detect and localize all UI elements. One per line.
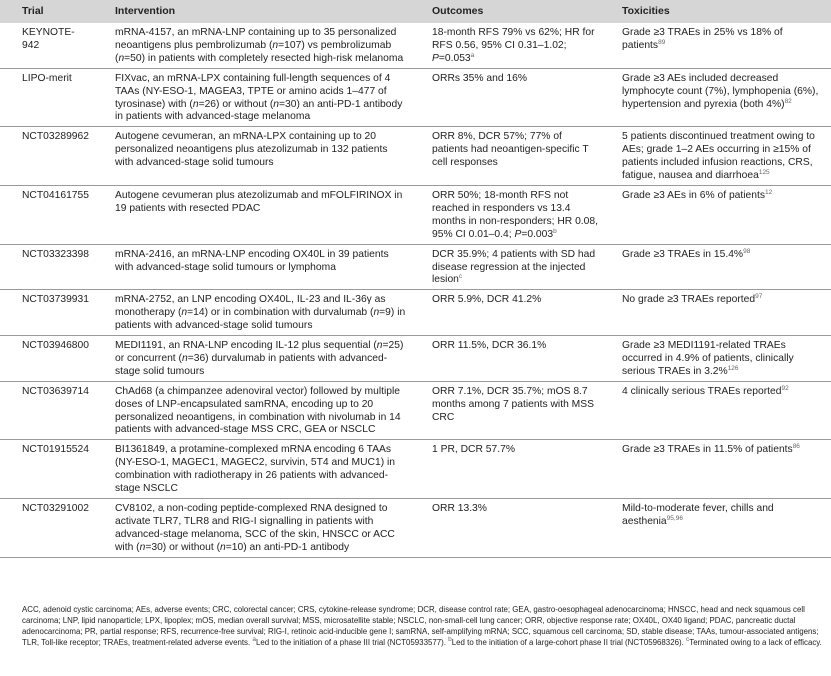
reference-superscript: 97: [755, 293, 763, 301]
italic-symbol: n: [376, 340, 383, 352]
reference-superscript: b: [553, 227, 557, 235]
trial-cell: NCT03739931: [0, 290, 95, 336]
outcomes-cell: ORR 50%; 18-month RFS not reached in responders vs 13.4 months in non-responders; HR 0.08, 95% CI 0.01–0.4; P=0.003$^b$: [416, 185, 606, 244]
reference-superscript: 126: [727, 364, 739, 372]
header-intervention: Intervention: [95, 0, 416, 23]
toxicities-cell: Grade ≥3 MEDI1191-related TRAEs occurred in 4.9% of patients, clinically serious TRAEs in 3.2%$^{126}$: [606, 336, 831, 382]
toxicities-cell: Mild-to-moderate fever, chills and aesthenia$^{95,96}$: [606, 499, 831, 558]
intervention-cell: mRNA-2416, an mRNA-LNP encoding OX40L in 39 patients with advanced-stage solid tumours or lymphoma: [95, 244, 416, 290]
reference-superscript: b: [448, 635, 452, 643]
intervention-cell: Autogene cevumeran, an mRNA-LPX containing up to 20 personalized neoantigens plus atezolizumab in 132 patients with advanced-stage solid tumours: [95, 127, 416, 186]
toxicities-cell: Grade ≥3 TRAEs in 25% vs 18% of patients$^{89}$: [606, 23, 831, 68]
table-row: [0, 336, 831, 382]
intervention-cell: BI1361849, a protamine-complexed mRNA encoding 6 TAAs (NY-ESO-1, MAGEC1, MAGEC2, survivin, 5T4 and MUC1) in combination with radiotherapy in 26 patients with advanced-stage NSCLC: [95, 440, 416, 499]
trial-cell: NCT03323398: [0, 244, 95, 290]
table-row: [0, 185, 831, 244]
intervention-cell: MEDI1191, an RNA-LNP encoding IL-12 plus sequential (n=25) or concurrent (n=36) durvalumab in patients with advanced-stage solid tumours: [95, 336, 416, 382]
toxicities-cell: 4 clinically serious TRAEs reported$^{92}$: [606, 381, 831, 440]
outcomes-cell: 18-month RFS 79% vs 62%; HR for RFS 0.56, 95% CI 0.31–1.02; P=0.053$^a$: [416, 23, 606, 68]
toxicities-cell: Grade ≥3 TRAEs in 15.4%$^{98}$: [606, 244, 831, 290]
reference-superscript: 12: [765, 188, 773, 196]
italic-symbol: n: [181, 307, 188, 319]
outcomes-cell: ORR 11.5%, DCR 36.1%: [416, 336, 606, 382]
table-row: [0, 68, 831, 127]
italic-symbol: n: [273, 98, 279, 110]
intervention-cell: Autogene cevumeran plus atezolizumab and mFOLFIRINOX in 19 patients with resected PDAC: [95, 185, 416, 244]
reference-superscript: 82: [784, 97, 792, 105]
header-trial: Trial: [0, 0, 95, 23]
intervention-cell: mRNA-2752, an LNP encoding OX40L, IL-23 and IL-36γ as monotherapy (n=14) or in combination with durvalumab (n=9) in patients with advanced-stage solid tumours: [95, 290, 416, 336]
header-row: [0, 0, 831, 23]
outcomes-cell: ORR 8%, DCR 57%; 77% of patients had neoantigen-specific T cell responses: [416, 127, 606, 186]
italic-symbol: n: [181, 352, 188, 364]
reference-superscript: 95,96: [666, 514, 683, 522]
intervention-cell: ChAd68 (a chimpanzee adenoviral vector) followed by multiple doses of LNP-encapsulated samRNA, encoding up to 20 personalized neoantigens, in combination with nivolumab in 14 patients with advanced-stage MSS CRC, GEA or NSCLC: [95, 381, 416, 440]
toxicities-cell: Grade ≥3 AEs included decreased lymphocyte count (7%), lymphopenia (6%), hypertension and pyrexia (both 4%)$^{82}$: [606, 68, 831, 127]
trial-cell: NCT04161755: [0, 185, 95, 244]
italic-symbol: n: [272, 39, 279, 51]
reference-superscript: c: [458, 273, 463, 281]
outcomes-cell: ORR 13.3%: [416, 499, 606, 558]
intervention-cell: FIXvac, an mRNA-LPX containing full-length sequences of 4 TAAs (NY-ESO-1, MAGEA3, TPTE or amino acids 1–477 of tyrosinase) with (n=26) or without (n=30) an anti-PD-1 antibody in patients with advanced-stage melanoma: [95, 68, 416, 127]
toxicities-cell: No grade ≥3 TRAEs reported$^{97}$: [606, 290, 831, 336]
italic-symbol: n: [139, 541, 146, 553]
italic-symbol: n: [220, 541, 226, 553]
trial-cell: LIPO-merit: [0, 68, 95, 127]
table-row: [0, 381, 831, 440]
reference-superscript: c: [686, 635, 690, 643]
italic-symbol: n: [373, 307, 380, 319]
table-body: [0, 23, 831, 557]
footnote: ACC, adenoid cystic carcinoma; AEs, adverse events; CRC, colorectal cancer; CRS, cytokine-release syndrome; DCR, disease control rate; GEA, gastro-oesophageal adenocarcinoma; HNSCC, head and neck squamous cell carcinoma; LNP, lipid nanoparticle; LPX, lipoplex; mOS, median overall survival; MSS, microsatellite stable; NSCLC, non-small-cell lung cancer; ORR, objective response rate; OX40L, OX40 ligand; PDAC, pancreatic ductal adenocarcinoma; PR, partial response; RFS, recurrence-free survival; RIG-I, retinoic acid-inducible gene I; samRNA, self-amplifying mRNA; SCC, squamous cell carcinoma; SD, stable disease; TAAs, tumour-associated antigens; TLR, Toll-like receptor; TRAEs, treatment-related adverse events. $^a$Led to the initiation of a phase III trial (NCT05933577). $^b$Led to the initiation of a large-cohort phase II trial (NCT05968326). $^c$Terminated owing to a lack of efficacy.: [22, 605, 822, 647]
table-row: [0, 290, 831, 336]
intervention-cell: mRNA-4157, an mRNA-LNP containing up to 35 personalized neoantigens plus pembrolizumab (n=107) vs pembrolizumab (n=50) in patients with completely resected high-risk melanoma: [95, 23, 416, 68]
table-row: [0, 440, 831, 499]
trial-cell: NCT03289962: [0, 127, 95, 186]
table-row: [0, 499, 831, 558]
table-row: [0, 127, 831, 186]
outcomes-cell: ORR 5.9%, DCR 41.2%: [416, 290, 606, 336]
outcomes-cell: DCR 35.9%; 4 patients with SD had disease regression at the injected lesion$^c$: [416, 244, 606, 290]
reference-superscript: a: [252, 635, 257, 643]
table-row: [0, 244, 831, 290]
outcomes-cell: ORR 7.1%, DCR 35.7%; mOS 8.7 months among 7 patients with MSS CRC: [416, 381, 606, 440]
trial-cell: KEYNOTE-942: [0, 23, 95, 68]
toxicities-cell: Grade ≥3 TRAEs in 11.5% of patients$^{86}$: [606, 440, 831, 499]
reference-superscript: 125: [758, 169, 770, 177]
table-row: [0, 23, 831, 68]
outcomes-cell: 1 PR, DCR 57.7%: [416, 440, 606, 499]
reference-superscript: 98: [743, 247, 751, 255]
reference-superscript: 92: [781, 384, 789, 392]
italic-symbol: P: [432, 52, 439, 64]
intervention-cell: CV8102, a non-coding peptide-complexed RNA designed to activate TLR7, TLR8 and RIG-I signalling in patients with advanced-stage melanoma, SCC of the skin, HNSCC or ACC with (n=30) or without (n=10) an anti-PD-1 antibody: [95, 499, 416, 558]
trial-cell: NCT03291002: [0, 499, 95, 558]
toxicities-cell: 5 patients discontinued treatment owing to AEs; grade 1–2 AEs occurring in ≥15% of patients included infusion reactions, CRS, fatigue, nausea and diarrhoea$^{125}$: [606, 127, 831, 186]
reference-superscript: 89: [658, 38, 666, 46]
outcomes-cell: ORRs 35% and 16%: [416, 68, 606, 127]
italic-symbol: n: [118, 52, 125, 64]
header-outcomes: Outcomes: [416, 0, 606, 23]
toxicities-cell: Grade ≥3 AEs in 6% of patients$^{12}$: [606, 185, 831, 244]
header-toxicities: Toxicities: [606, 0, 831, 23]
reference-superscript: a: [470, 51, 475, 59]
reference-superscript: 86: [792, 443, 800, 451]
trial-cell: NCT03639714: [0, 381, 95, 440]
trial-cell: NCT03946800: [0, 336, 95, 382]
italic-symbol: n: [192, 98, 199, 110]
italic-symbol: P: [514, 228, 522, 240]
trial-cell: NCT01915524: [0, 440, 95, 499]
